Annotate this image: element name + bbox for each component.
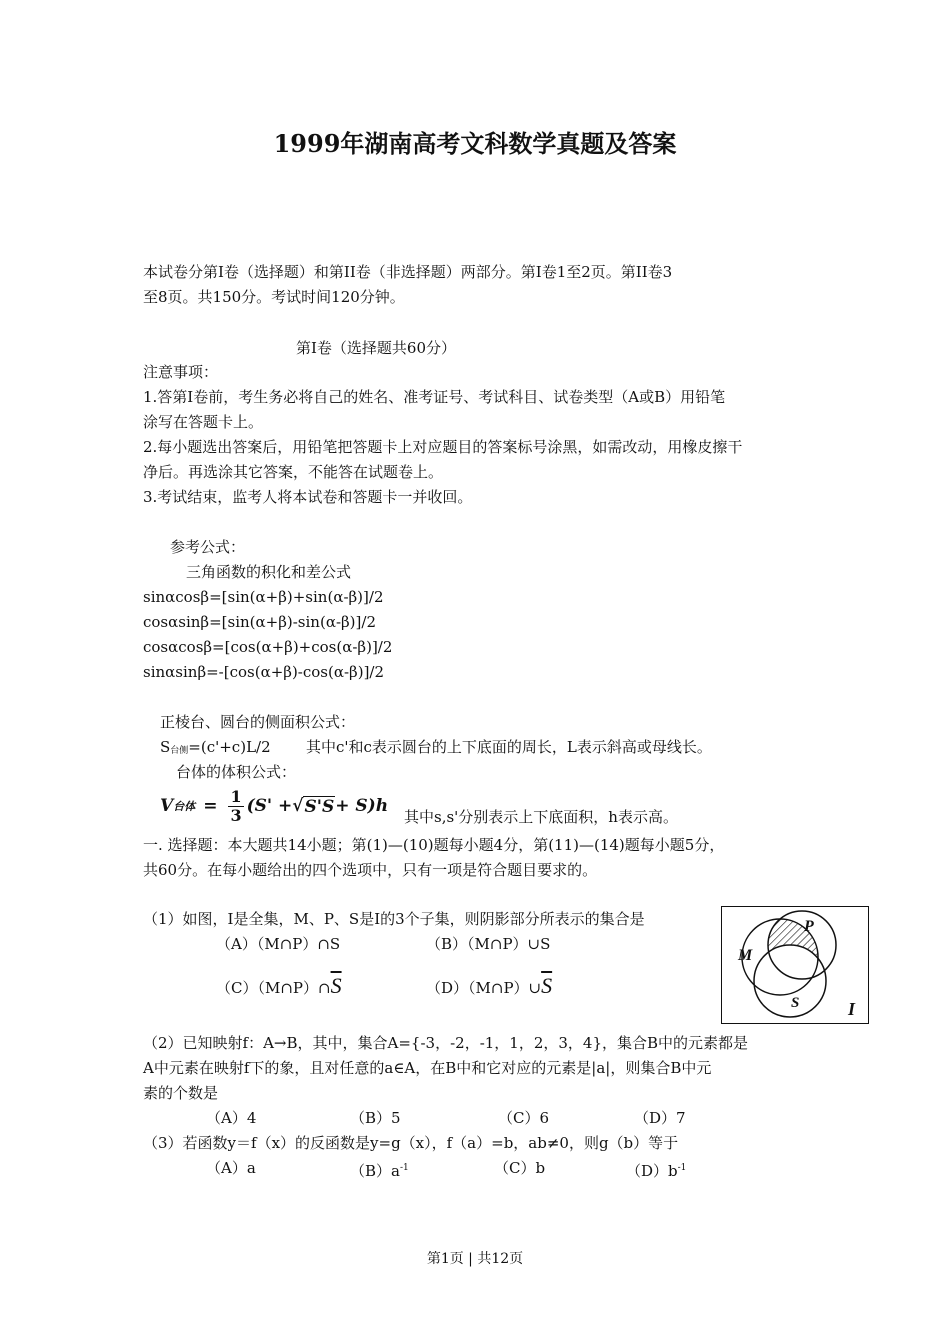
volume-heading: 台体的体积公式： (176, 763, 297, 781)
q1-option-d (426, 973, 552, 1001)
note-line-5: 3.考试结束，监考人将本试卷和答题卡一并收回。 (143, 488, 473, 506)
q1-option-a: （A）（M∩P）∩S (216, 935, 341, 953)
q2-option-a: （A）4 (206, 1109, 257, 1127)
q2-option-c: （C）6 (498, 1109, 550, 1127)
note-line-1: 1.答第Ⅰ卷前，考生务必将自己的姓名、准考证号、考试科目、试卷类型（A或B）用铅笔 (143, 388, 726, 406)
section1-heading: 第Ⅰ卷（选择题共60分） (296, 339, 457, 357)
q2-stem-1: （2）已知映射f：A→B，其中，集合A={-3，-2，-1，1，2，3，4}，集合B中的元素都是 (143, 1034, 749, 1052)
q1-option-c-text: （C）（M∩P）∩ (216, 979, 331, 997)
venn-label-s: S (791, 995, 800, 1011)
venn-label-p: P (804, 918, 814, 935)
trig-formula-1: sinαcosβ=[sin(α+β)+sin(α-β)]/2 (143, 588, 384, 606)
q1-option-b: （B）（M∩P）∪S (426, 935, 551, 953)
venn-diagram (721, 906, 869, 1024)
q2-stem-3: 素的个数是 (143, 1084, 219, 1102)
volume-close: + S)h (335, 796, 389, 816)
q3-option-b-base: （B）a (350, 1162, 400, 1180)
lateral-s: S (160, 738, 171, 756)
note-line-2: 涂写在答题卡上。 (143, 413, 264, 431)
venn-label-i: I (848, 999, 856, 1019)
complement-s: $\overline{S}$ (541, 973, 553, 998)
sqrt-radicand: S'S (304, 796, 335, 817)
notes-heading: 注意事项： (143, 363, 219, 381)
volume-eq: = (203, 796, 218, 816)
trig-formula-4: sinαsinβ=-[cos(α+β)-cos(α-β)]/2 (143, 663, 385, 681)
volume-desc: 其中s,s'分别表示上下底面积，h表示高。 (404, 808, 678, 826)
q3-option-c: （C）b (494, 1159, 546, 1177)
complement-s: $\overline{S}$ (330, 973, 342, 998)
q2-option-d: （D）7 (634, 1109, 686, 1127)
volume-lhs: V (160, 796, 174, 816)
q3-option-b (350, 1156, 409, 1184)
q1-stem: （1）如图，I是全集，M、P、S是I的3个子集，则阴影部分所表示的集合是 (143, 910, 645, 928)
volume-formula (160, 786, 388, 826)
note-line-3: 2.每小题选出答案后，用铅笔把答题卡上对应题目的答案标号涂黑，如需改动，用橡皮擦干 (143, 438, 743, 456)
q3-option-a: （A）a (206, 1159, 256, 1177)
venn-label-m: M (738, 947, 753, 964)
note-line-4: 净后。再选涂其它答案，不能答在试题卷上。 (143, 463, 444, 481)
q2-option-b: （B）5 (350, 1109, 401, 1127)
q1-option-d-text: （D）（M∩P）∪ (426, 979, 542, 997)
fraction-denominator: 3 (230, 805, 242, 825)
q3-option-d (626, 1156, 686, 1184)
section-intro-1: 一. 选择题：本大题共14小题；第(1)—(10)题每小题4分，第(11)—(14)题每小题5分， (143, 836, 725, 854)
lateral-eq: =(c'+c)L/2 (188, 738, 271, 756)
q3-option-d-base: （D）b (626, 1162, 678, 1180)
intro-line-1: 本试卷分第Ⅰ卷（选择题）和第II卷（非选择题）两部分。第Ⅰ卷1至2页。第II卷3 (143, 263, 673, 281)
section-intro-2: 共60分。在每小题给出的四个选项中，只有一项是符合题目要求的。 (143, 861, 598, 879)
trig-formula-3: cosαcosβ=[cos(α+β)+cos(α-β)]/2 (143, 638, 393, 656)
page-footer: 第1页 | 共12页 (426, 1251, 524, 1267)
q3-stem: （3）若函数y＝f（x）的反函数是y=g（x），f（a）=b，ab≠0，则g（b）等于 (143, 1134, 679, 1152)
trig-formula-2: cosαsinβ=[sin(α+β)-sin(α-β)]/2 (143, 613, 376, 631)
lateral-desc: 其中c'和c表示圆台的上下底面的周长，L表示斜高或母线长。 (306, 738, 712, 756)
lateral-heading: 正棱台、圆台的侧面积公式： (160, 713, 356, 731)
q2-stem-2: A中元素在映射f下的象，且对任意的a∈A，在B中和它对应的元素是|a|，则集合B中元 (143, 1059, 712, 1077)
q3-option-d-sup: -1 (677, 1163, 687, 1173)
q1-option-c (216, 973, 342, 1001)
intro-line-2: 至8页。共150分。考试时间120分钟。 (143, 288, 405, 306)
page-title: 1999年湖南高考文科数学真题及答案 (273, 129, 677, 158)
volume-open: (S' + (246, 796, 293, 816)
volume-lhs-sub: 台体 (173, 800, 196, 813)
fraction-numerator: 1 (230, 786, 242, 806)
ref-heading: 参考公式： (170, 538, 246, 556)
q3-option-b-sup: -1 (399, 1163, 409, 1173)
trig-heading: 三角函数的积化和差公式 (186, 563, 352, 581)
sqrt-sign: √ (292, 796, 304, 816)
volume-fraction (228, 788, 243, 825)
lateral-sub: 台侧 (170, 746, 189, 756)
